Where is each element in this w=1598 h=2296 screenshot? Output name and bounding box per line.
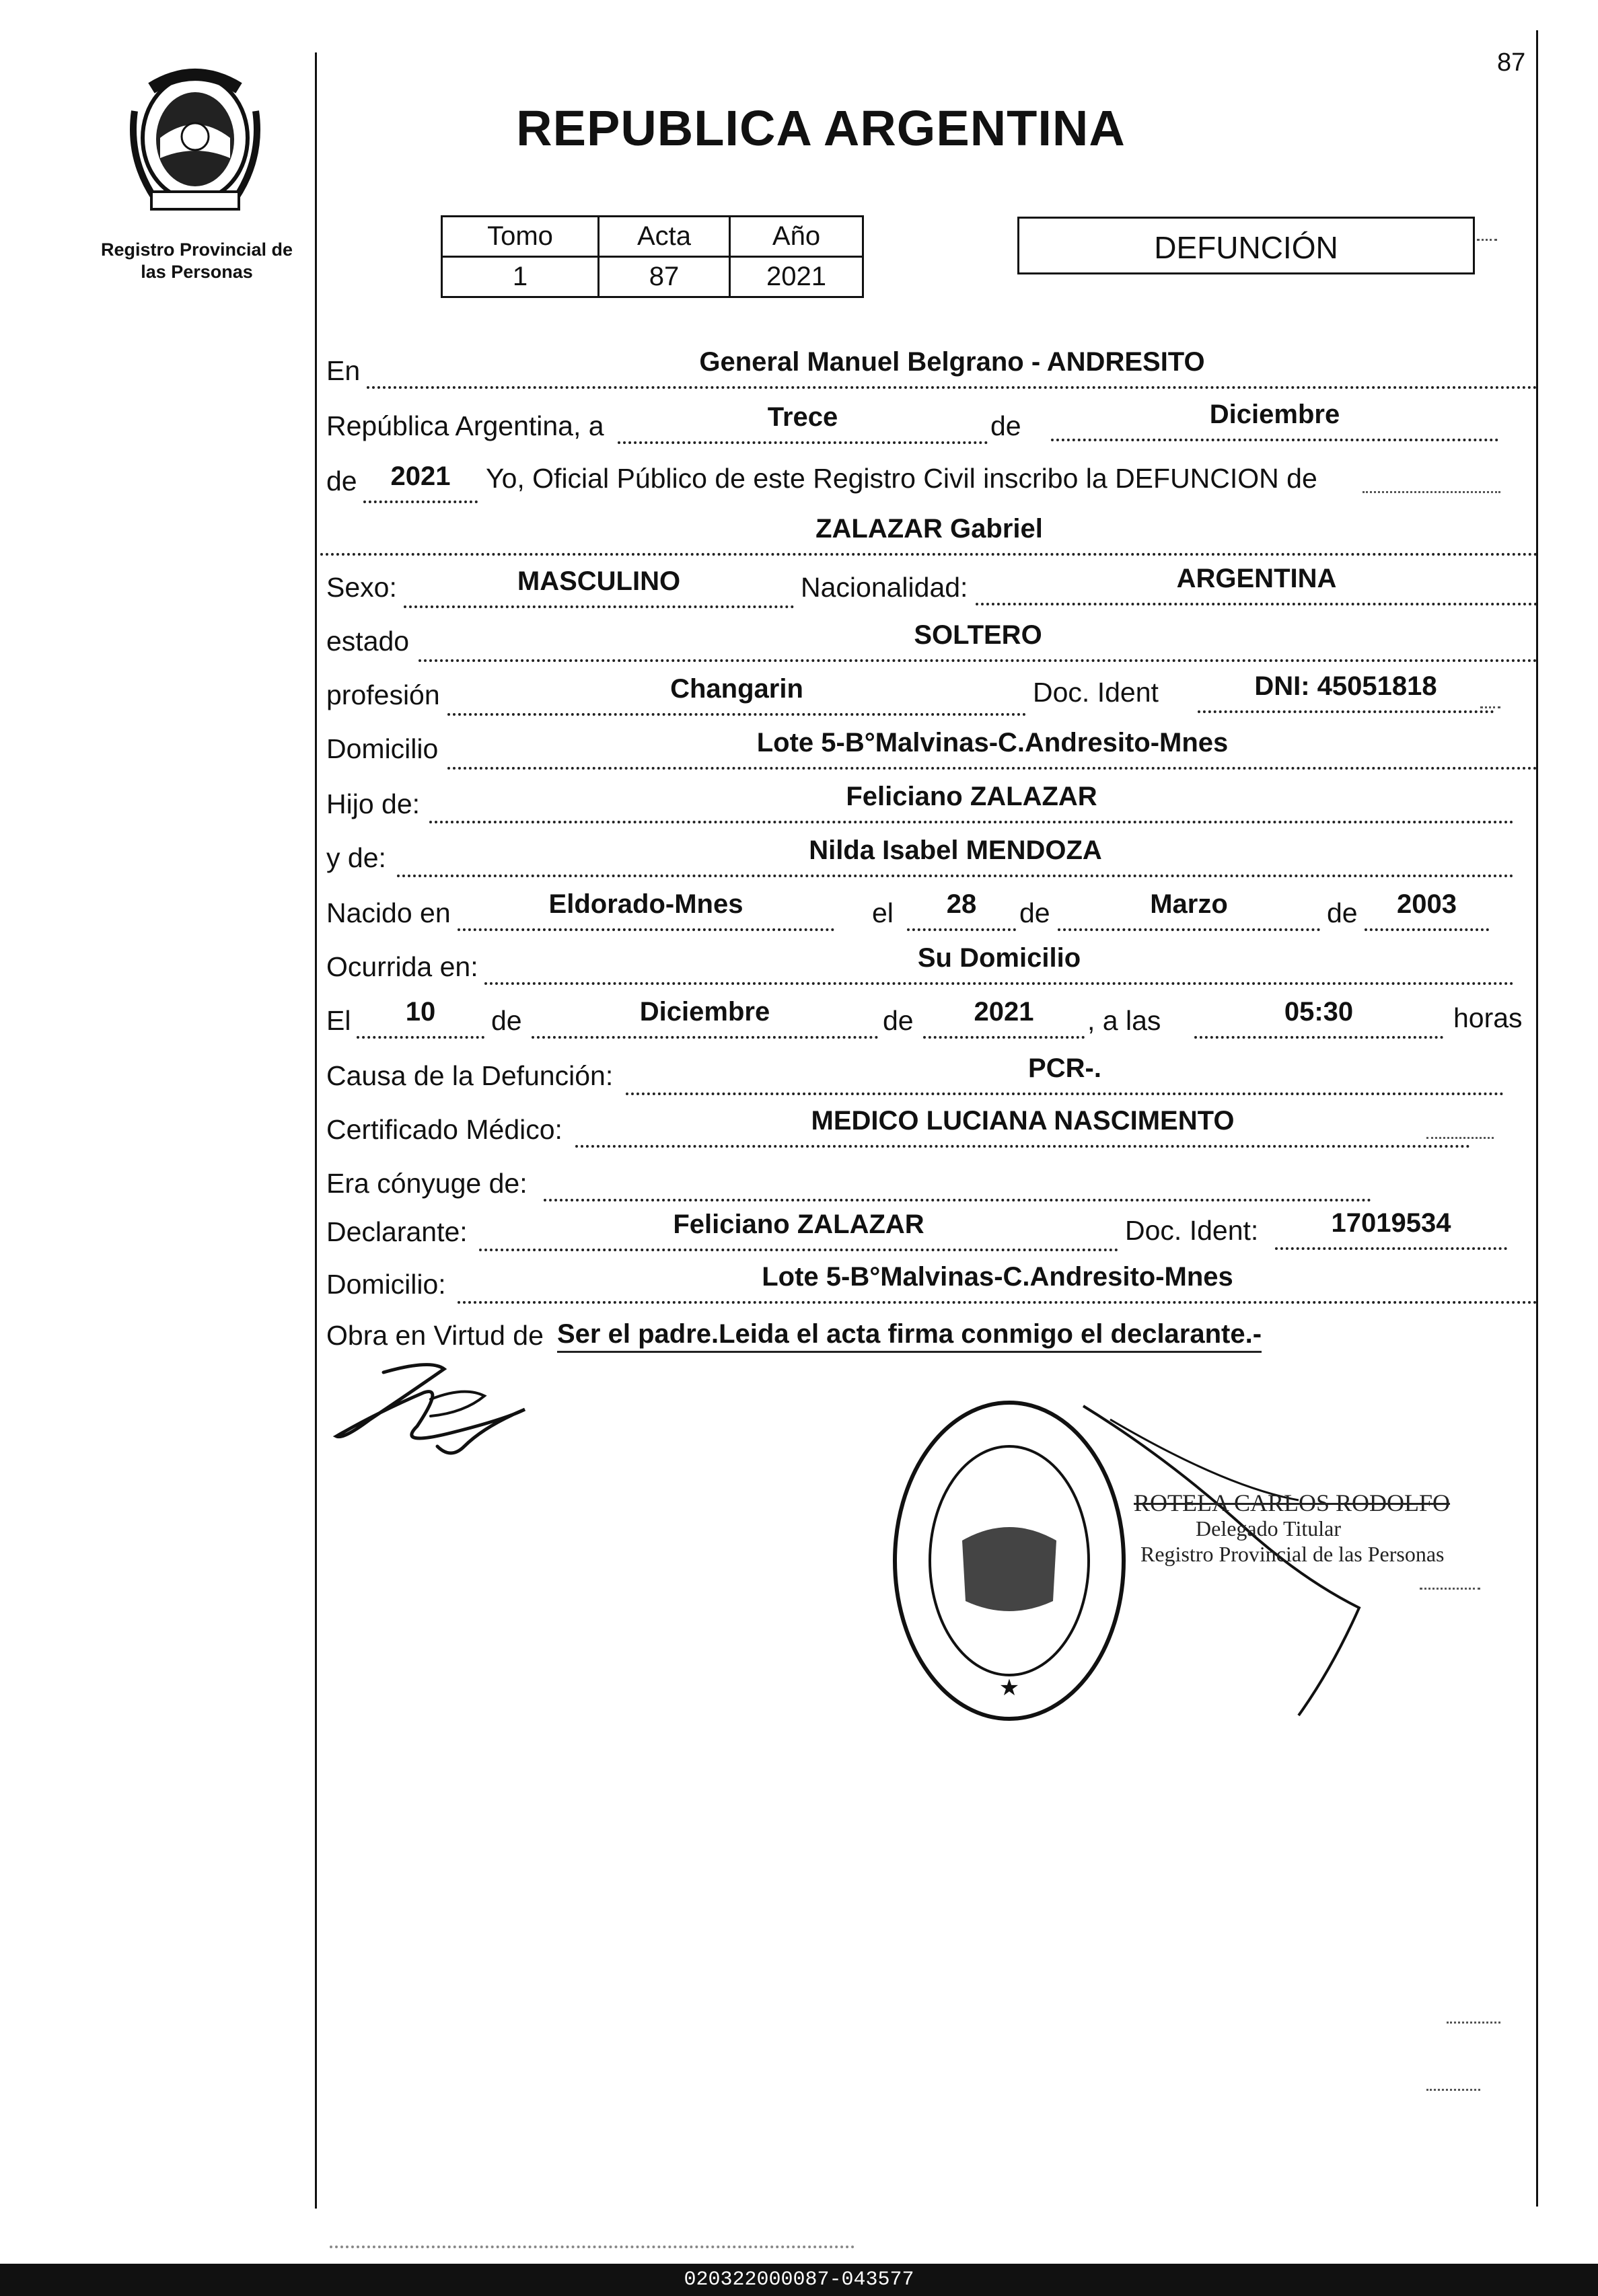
registry-value-row [442, 257, 863, 297]
label-oficial: Yo, Oficial Público de este Registro Civil inscribo la DEFUNCION de [486, 463, 1317, 494]
birthplace-value: Eldorado-Mnes [458, 885, 834, 931]
page-number: 87 [1497, 48, 1526, 77]
acta-value: 87 [599, 257, 730, 297]
document-title: REPUBLICA ARGENTINA [516, 100, 1126, 156]
scan-speck [1420, 1588, 1480, 1590]
label-conyuge: Era cónyuge de: [326, 1168, 528, 1199]
label-republica: República Argentina, a [326, 410, 604, 441]
registry-table [441, 215, 864, 298]
basis-value: Ser el padre.Leida el acta firma conmigo el declarante.- [557, 1317, 1262, 1353]
label-domicilio-2: Domicilio: [326, 1269, 446, 1300]
death-month-value: Diciembre [532, 993, 878, 1039]
mother-value: Nilda Isabel MENDOZA [397, 831, 1514, 877]
label-el-cap: El [326, 1005, 351, 1036]
svg-text:★: ★ [998, 1674, 1020, 1701]
label-doc-ident: Doc. Ident [1033, 677, 1159, 708]
official-role: Delegado Titular [1196, 1516, 1341, 1541]
scan-speck [1447, 2022, 1500, 2024]
declarant-signature [330, 1345, 538, 1480]
birth-month-value: Marzo [1058, 885, 1320, 931]
official-name: ROTELA CARLOS RODOLFO [1134, 1489, 1451, 1516]
label-doc-ident-2: Doc. Ident: [1125, 1215, 1259, 1246]
tomo-value: 1 [442, 257, 599, 297]
label-profesion: profesión [326, 679, 440, 710]
label-certificado: Certificado Médico: [326, 1114, 562, 1145]
label-domicilio: Domicilio [326, 733, 439, 764]
certificate-value: MEDICO LUCIANA NASCIMENTO [575, 1102, 1470, 1148]
label-declarante: Declarante: [326, 1216, 468, 1247]
cause-value: PCR-. [626, 1049, 1504, 1095]
nationality-value: ARGENTINA [976, 560, 1537, 605]
death-time-value: 05:30 [1194, 993, 1443, 1039]
death-day-value: 10 [357, 993, 484, 1039]
birth-year-value: 2003 [1365, 885, 1489, 931]
civil-status-value: SOLTERO [419, 616, 1537, 662]
anio-value: 2021 [730, 257, 863, 297]
label-a-las: , a las [1087, 1005, 1161, 1036]
footer-code-bar: 020322000087-043577 [0, 2264, 1598, 2296]
registry-header-row [442, 217, 863, 257]
official-seal [888, 1399, 1494, 1736]
declarant-value: Feliciano ZALAZAR [479, 1206, 1118, 1251]
label-de-1: de [990, 410, 1021, 441]
acta-header: Acta [599, 217, 730, 257]
scan-speck [1426, 2089, 1480, 2091]
scan-speck [1426, 1137, 1494, 1139]
label-de-4: de [1327, 897, 1358, 928]
day-value: Trece [618, 398, 988, 444]
sex-value: MASCULINO [404, 562, 794, 608]
label-horas: horas [1453, 1002, 1523, 1033]
declarant-address-value: Lote 5-B°Malvinas-C.Andresito-Mnes [458, 1258, 1537, 1304]
anio-header: Año [730, 217, 863, 257]
left-margin-rule [315, 52, 317, 2209]
month-value: Diciembre [1051, 396, 1498, 441]
filler-dots [1363, 491, 1500, 493]
label-ocurrida-en: Ocurrida en: [326, 951, 478, 982]
official-signature-block [1134, 1490, 1457, 1567]
label-causa: Causa de la Defunción: [326, 1060, 614, 1091]
dni-value: DNI: 45051818 [1198, 667, 1494, 713]
label-sexo: Sexo: [326, 572, 397, 603]
deceased-name: ZALAZAR Gabriel [320, 510, 1538, 556]
address-value: Lote 5-B°Malvinas-C.Andresito-Mnes [447, 724, 1537, 770]
spouse-value [544, 1156, 1371, 1201]
document-type-box: DEFUNCIÓN [1017, 217, 1475, 274]
tomo-header: Tomo [442, 217, 599, 257]
label-hijo-de: Hijo de: [326, 788, 421, 819]
org-line-2: las Personas [141, 262, 253, 282]
misiones-emblem-icon [121, 64, 269, 219]
birth-day-value: 28 [907, 885, 1016, 931]
label-de-5: de [491, 1005, 522, 1036]
label-estado: estado [326, 626, 410, 657]
place-value: General Manuel Belgrano - ANDRESITO [367, 343, 1537, 389]
label-nacido-en: Nacido en [326, 897, 451, 928]
label-de-6: de [883, 1005, 914, 1036]
faint-scan-line [330, 2246, 855, 2258]
org-line-1: Registro Provincial de [100, 239, 293, 260]
death-year-value: 2021 [923, 993, 1085, 1039]
year-value: 2021 [363, 457, 478, 503]
official-org: Registro Provincial de las Personas [1140, 1542, 1445, 1566]
label-y-de: y de: [326, 842, 386, 873]
label-de-3: de [1019, 897, 1050, 928]
label-de-2: de [326, 466, 357, 496]
declarant-doc-value: 17019534 [1275, 1204, 1507, 1250]
occurrence-place-value: Su Domicilio [484, 939, 1514, 985]
label-obra: Obra en Virtud de [326, 1320, 544, 1351]
label-el: el [872, 897, 894, 928]
scan-speck [1480, 706, 1500, 708]
label-nacionalidad: Nacionalidad: [801, 572, 968, 603]
registry-org-name [81, 239, 313, 283]
profession-value: Changarin [447, 670, 1026, 716]
label-en: En [326, 355, 361, 386]
father-value: Feliciano ZALAZAR [429, 778, 1514, 823]
scan-speck [1477, 239, 1497, 241]
